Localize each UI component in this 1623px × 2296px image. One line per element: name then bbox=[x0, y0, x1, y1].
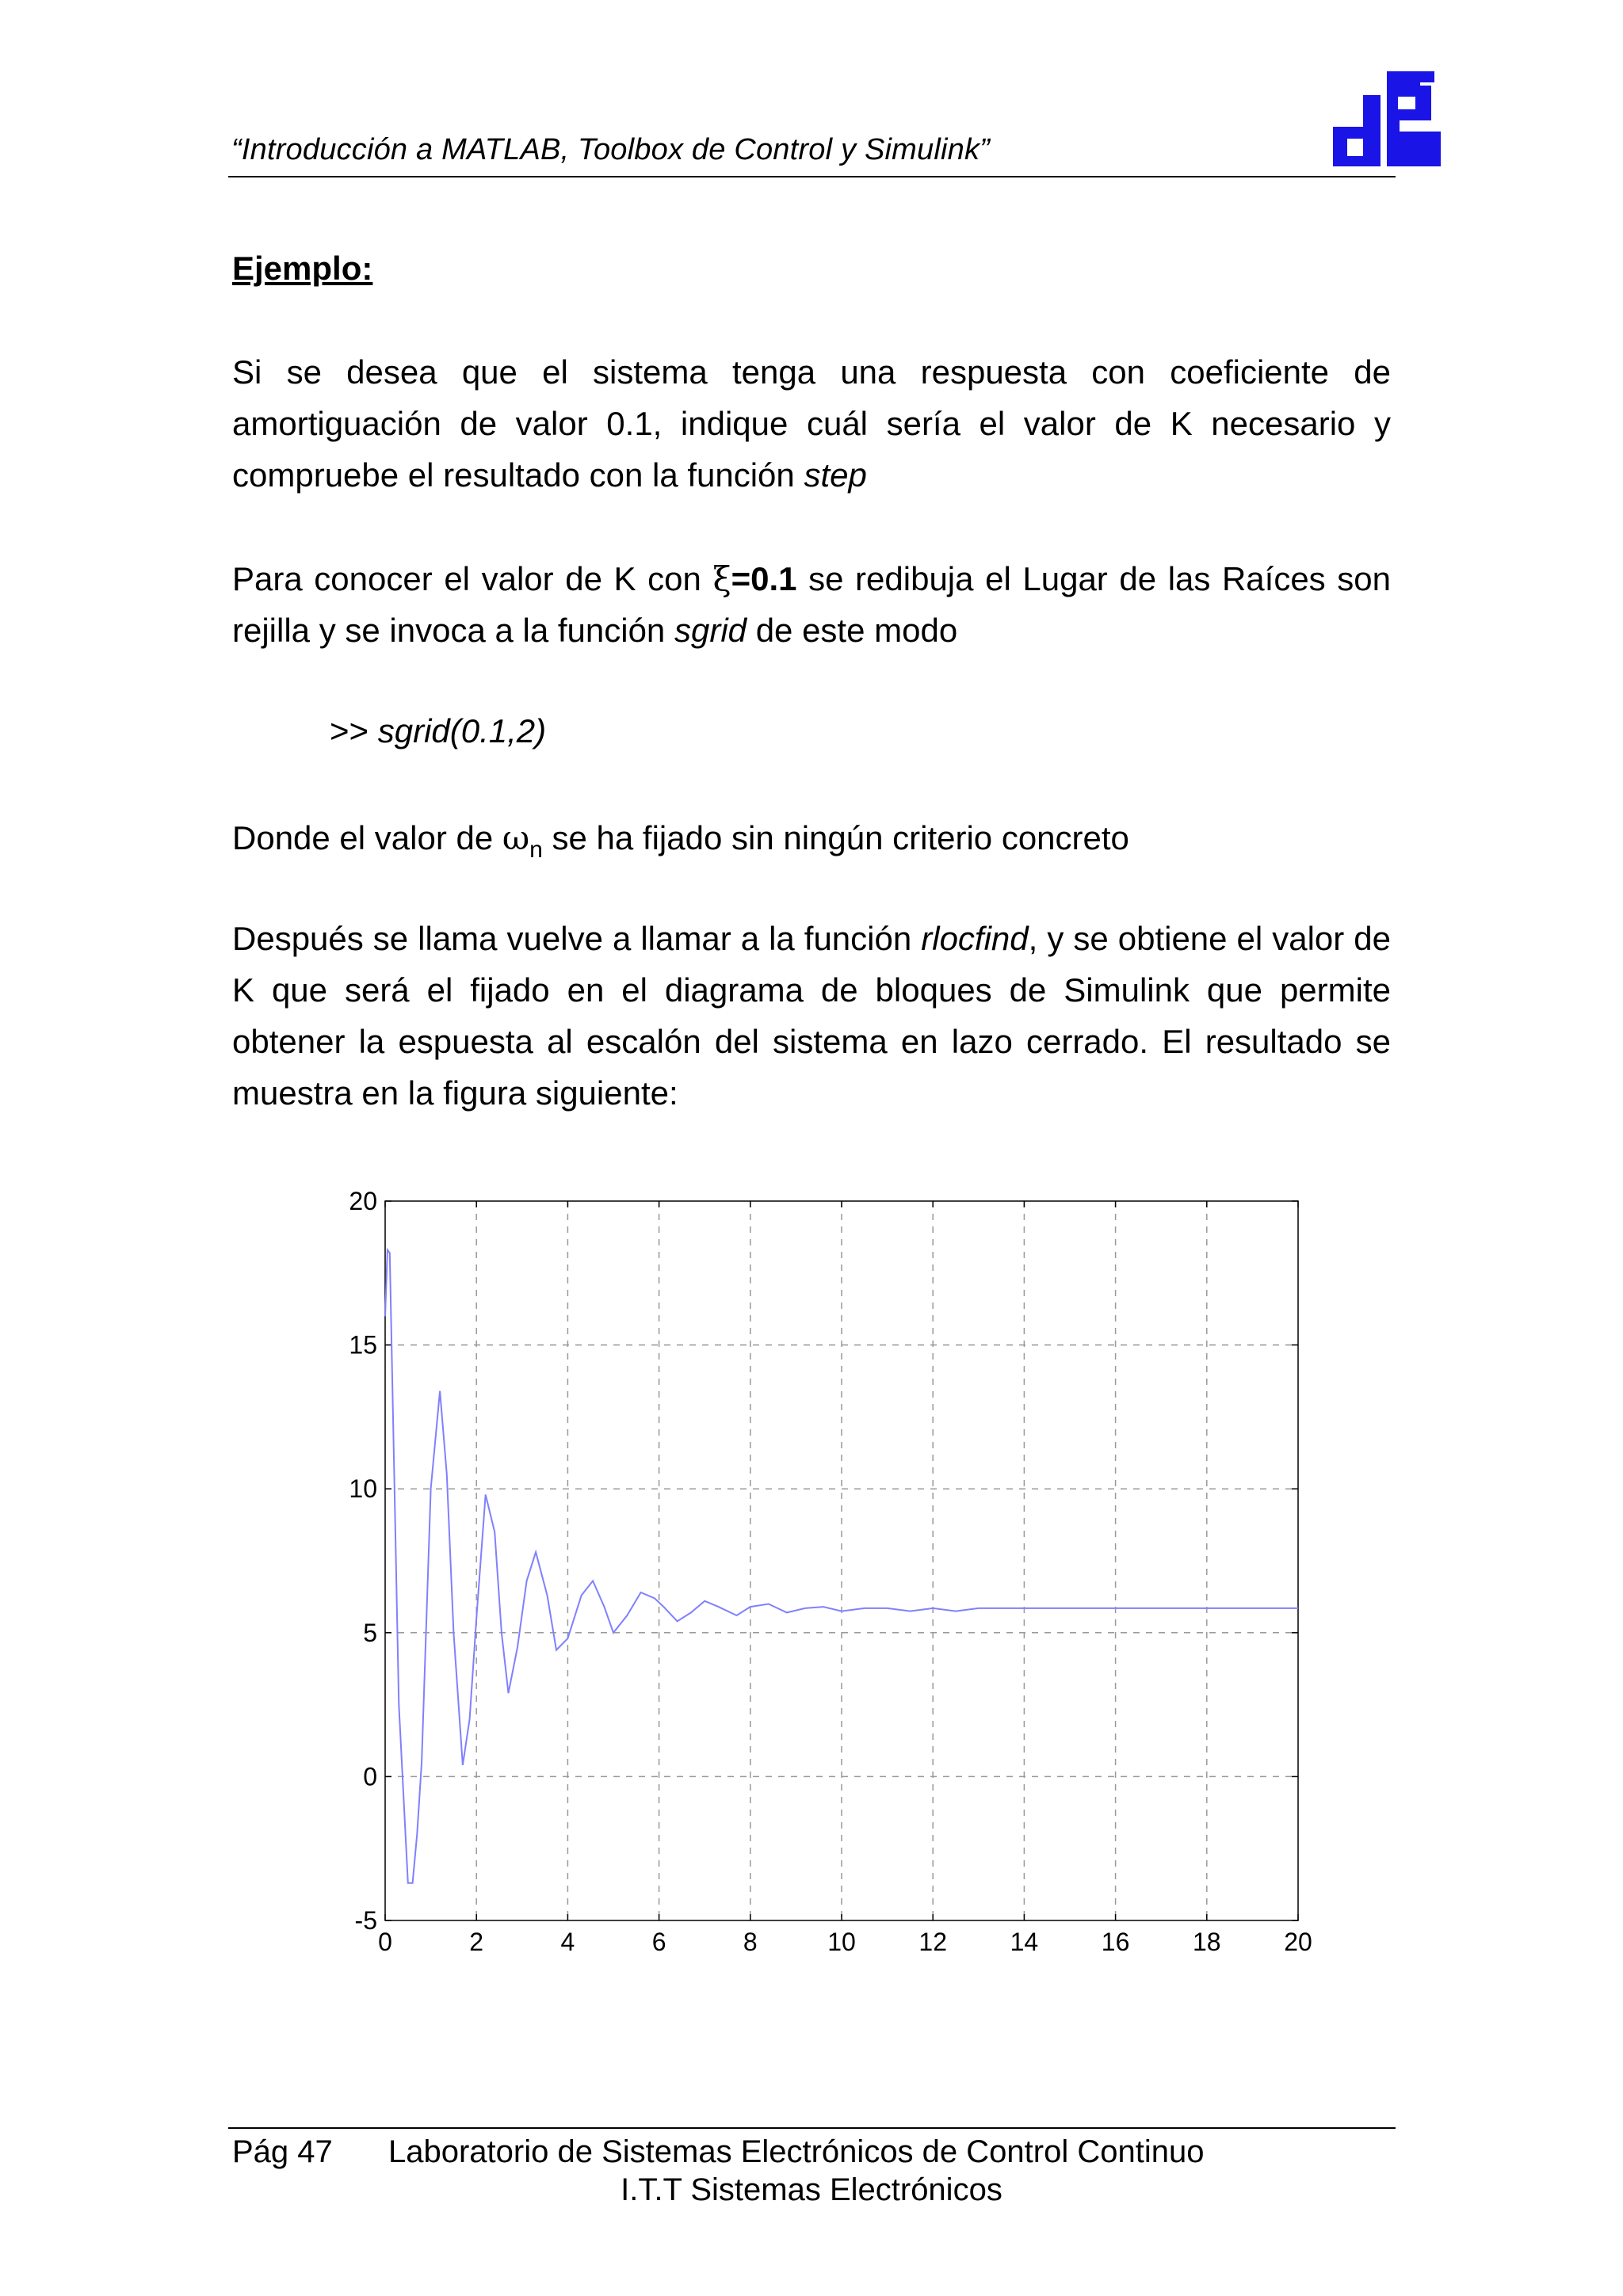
x-tick-label: 4 bbox=[560, 1928, 575, 1956]
y-tick-label: 20 bbox=[349, 1187, 377, 1215]
paragraph-2-bold: =0.1 bbox=[731, 560, 797, 597]
footer-page-number: Pág 47 bbox=[232, 2134, 333, 2169]
x-tick-label: 12 bbox=[918, 1928, 947, 1956]
x-tick-label: 20 bbox=[1284, 1928, 1312, 1956]
paragraph-2-text-a: Para conocer el valor de K con bbox=[232, 560, 701, 597]
paragraph-1-italic: step bbox=[804, 456, 867, 494]
x-tick-label: 8 bbox=[743, 1928, 758, 1956]
x-tick-label: 2 bbox=[469, 1928, 484, 1956]
paragraph-4-text-a: Donde el valor de bbox=[232, 819, 494, 856]
xi-symbol: ξ bbox=[712, 559, 731, 598]
x-tick-label: 18 bbox=[1193, 1928, 1221, 1956]
paragraph-2 bbox=[232, 553, 1391, 656]
code-line bbox=[330, 705, 546, 757]
header-title: “Introducción a MATLAB, Toolbox de Control y Simulink” bbox=[231, 133, 990, 166]
footer-rule bbox=[228, 2127, 1396, 2129]
y-tick-label: 0 bbox=[363, 1762, 377, 1791]
paragraph-4 bbox=[232, 812, 1391, 875]
y-tick-label: 10 bbox=[349, 1474, 377, 1504]
omega-symbol: ω bbox=[502, 818, 530, 857]
y-tick-label: 5 bbox=[363, 1618, 377, 1647]
paragraph-4-text-b: se ha fijado sin ningún criterio concreto bbox=[552, 819, 1129, 856]
paragraph-2-text-b: se redibuja el Lugar de las Raíces son rejilla y se invoca a la función bbox=[232, 560, 1391, 649]
footer-degree bbox=[0, 2172, 1623, 2208]
x-tick-label: 16 bbox=[1101, 1928, 1130, 1956]
paragraph-5 bbox=[232, 913, 1391, 1119]
code-prompt: >> bbox=[330, 712, 369, 749]
code-text: sgrid(0.1,2) bbox=[377, 712, 547, 749]
step-response-chart bbox=[333, 1185, 1331, 1970]
footer-course-title: Laboratorio de Sistemas Electrónicos de Control Continuo bbox=[388, 2134, 1205, 2169]
paragraph-2-italic: sgrid bbox=[674, 612, 747, 649]
dep-logo bbox=[1316, 63, 1442, 174]
y-tick-label: -5 bbox=[354, 1906, 377, 1935]
x-tick-label: 6 bbox=[651, 1928, 666, 1956]
omega-subscript: n bbox=[529, 837, 543, 863]
x-tick-label: 14 bbox=[1010, 1928, 1039, 1956]
paragraph-2-text-c: de este modo bbox=[755, 612, 958, 649]
paragraph-1 bbox=[232, 346, 1391, 501]
x-tick-label: 0 bbox=[378, 1928, 392, 1956]
footer-degree-text: I.T.T Sistemas Electrónicos bbox=[621, 2172, 1002, 2207]
paragraph-5-italic: rlocfind bbox=[921, 920, 1029, 957]
paragraph-5-text-b: , y se obtiene el valor de K que será el fijado en el diagrama de bloques de Simulink que permite obtener la espuesta al escalón del sistema en lazo cerrado. El resultado se muestra en la figura siguiente: bbox=[232, 920, 1392, 1112]
paragraph-5-text-a: Después se llama vuelve a llamar a la función bbox=[232, 920, 912, 957]
y-tick-label: 15 bbox=[349, 1330, 377, 1360]
x-tick-label: 10 bbox=[827, 1928, 856, 1956]
paragraph-1-text: Si se desea que el sistema tenga una respuesta con coeficiente de amortiguación de valor 0.1, indique cuál sería el valor de K necesario y compruebe el resultado con la función bbox=[232, 353, 1391, 494]
section-heading: Ejemplo: bbox=[232, 250, 373, 287]
chart-svg bbox=[333, 1185, 1331, 1970]
header-rule bbox=[228, 176, 1396, 177]
